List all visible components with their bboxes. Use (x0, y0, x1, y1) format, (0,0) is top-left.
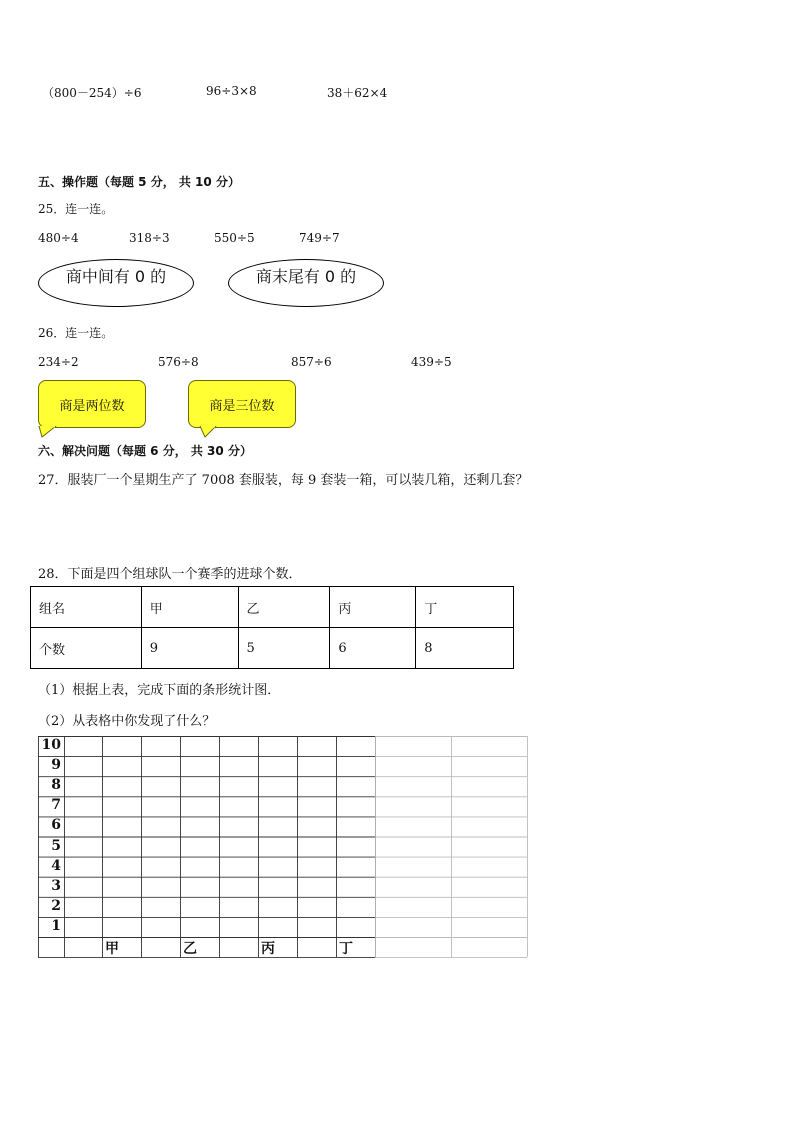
q25-item-2: 318÷3 (129, 231, 170, 245)
table-cell: 丁 (416, 587, 514, 628)
q27-text: 27．服装厂一个星期生产了 7008 套服装，每 9 套装一箱，可以装几箱，还剩几套？ (38, 473, 529, 488)
y-tick-label: 2 (51, 897, 61, 914)
expression-3: 38＋62×4 (327, 86, 388, 100)
q26-item-3: 857÷6 (291, 355, 332, 369)
expression-1: （800－254）÷6 (42, 86, 142, 100)
y-tick-label: 5 (51, 837, 61, 854)
table-cell: 8 (416, 628, 514, 669)
bar-chart-grid[interactable] (38, 736, 528, 958)
q25-label: 25．连一连。 (38, 202, 114, 216)
q26-bubble-label: 商是两位数 (59, 398, 125, 414)
x-category-label: 丁 (339, 941, 353, 957)
y-tick-label: 8 (51, 777, 61, 794)
bubble-tail-icon (188, 426, 218, 438)
q25-item-4: 749÷7 (299, 231, 340, 245)
table-cell: 9 (141, 628, 238, 669)
q28-label: 28．下面是四个组球队一个赛季的进球个数． (38, 567, 302, 582)
q26-item-2: 576÷8 (158, 355, 199, 369)
q28-sub2: （2）从表格中你发现了什么？ (38, 714, 216, 729)
table-cell: 6 (330, 628, 416, 669)
q26-bubble-label: 商是三位数 (209, 398, 275, 414)
table-cell: 个数 (31, 628, 142, 669)
x-category-label: 乙 (183, 941, 197, 957)
section6-heading: 六、解决问题（每题 6 分， 共 30 分） (38, 444, 252, 458)
q25-oval-middle-zero[interactable] (38, 259, 194, 307)
bubble-tail-icon (38, 426, 58, 438)
expression-2: 96÷3×8 (206, 84, 257, 98)
table-cell: 组名 (31, 587, 142, 628)
section5-heading: 五、操作题（每题 5 分， 共 10 分） (38, 175, 240, 189)
q25-oval-end-zero[interactable] (228, 259, 384, 307)
table-cell: 5 (238, 628, 330, 669)
q25-oval-label: 商中间有 0 的 (65, 267, 167, 286)
table-cell: 乙 (238, 587, 330, 628)
table-row (31, 587, 514, 628)
q26-label: 26．连一连。 (38, 326, 114, 340)
y-tick-label: 1 (51, 917, 61, 934)
q25-item-3: 550÷5 (214, 231, 255, 245)
y-tick-label: 6 (51, 817, 61, 834)
y-tick-label: 10 (41, 737, 61, 753)
q25-oval-label: 商末尾有 0 的 (255, 267, 357, 286)
y-tick-label: 3 (51, 877, 61, 894)
q26-bubble-three-digit[interactable] (188, 380, 296, 428)
table-cell: 丙 (330, 587, 416, 628)
x-category-label: 甲 (105, 941, 119, 957)
table-cell: 甲 (141, 587, 238, 628)
q26-bubble-two-digit[interactable] (38, 380, 146, 428)
y-tick-label: 4 (51, 857, 61, 874)
table-row (31, 628, 514, 669)
y-tick-label: 7 (51, 797, 61, 814)
q25-item-1: 480÷4 (38, 231, 79, 245)
q26-item-1: 234÷2 (38, 355, 79, 369)
x-category-label: 丙 (261, 941, 275, 957)
goals-table (30, 586, 514, 669)
y-tick-label: 9 (51, 757, 61, 774)
q28-sub1: （1）根据上表，完成下面的条形统计图． (38, 683, 281, 698)
q26-item-4: 439÷5 (411, 355, 452, 369)
